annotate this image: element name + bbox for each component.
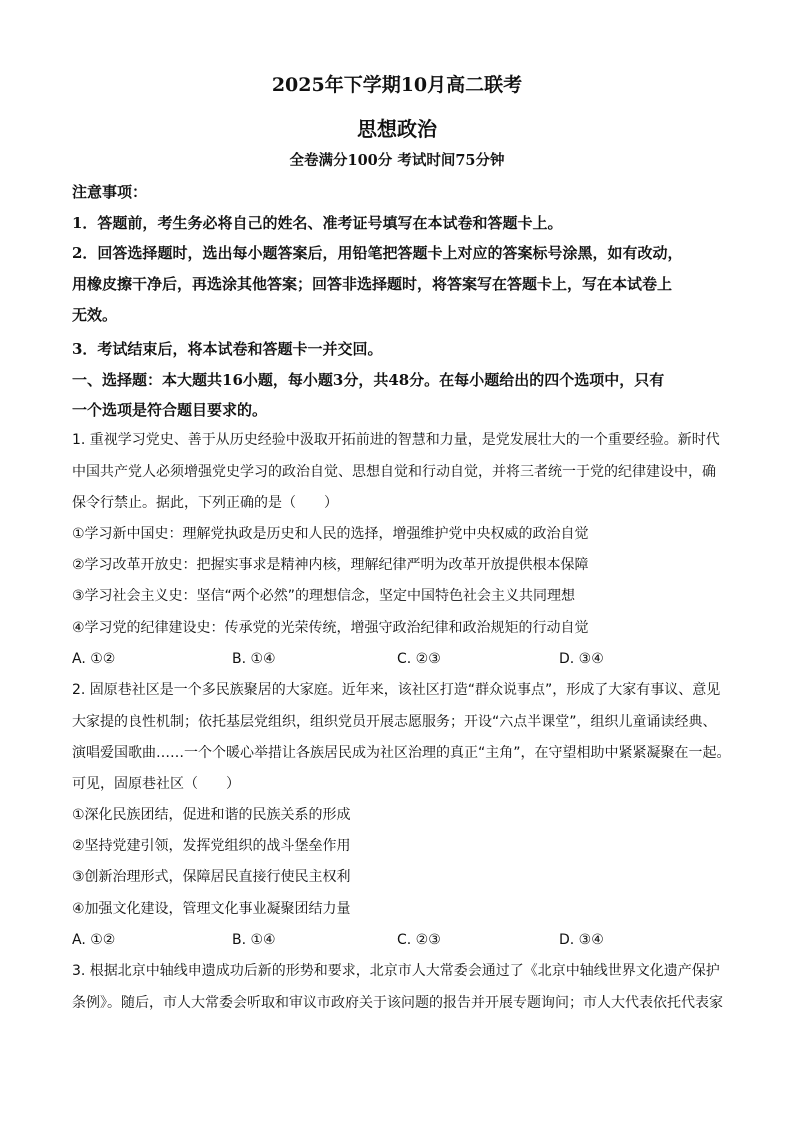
q2-option-b: B. ①④ xyxy=(232,932,276,948)
exam-title: 2025年下学期10月高二联考 xyxy=(271,74,523,96)
q2-stem-line-4: 可见，固原巷社区（ ） xyxy=(72,776,240,792)
notice-item-1: 1．答题前，考生务必将自己的姓名、准考证号填写在本试卷和答题卡上。 xyxy=(72,214,563,232)
q2-statement-1: ①深化民族团结，促进和谐的民族关系的形成 xyxy=(72,807,351,823)
q1-stem-line-1: 1. 重视学习党史、善于从历史经验中汲取开拓前进的智慧和力量，是党发展壮大的一个重要经验。新时代 xyxy=(72,432,720,448)
section-heading-line-2: 一个选项是符合题目要求的。 xyxy=(72,401,268,419)
q2-stem-line-3: 演唱爱国歌曲……一个个暖心举措让各族居民成为社区治理的真正“主角”，在守望相助中紧紧凝聚在一起。 xyxy=(72,745,731,761)
notice-item-3: 3．考试结束后，将本试卷和答题卡一并交回。 xyxy=(72,340,383,358)
q2-stem-line-1: 2. 固原巷社区是一个多民族聚居的大家庭。近年来，该社区打造“群众说事点”，形成了大家有事议、意见 xyxy=(72,682,721,698)
q2-options xyxy=(72,930,732,950)
q1-statement-1: ①学习新中国史：理解党执政是历史和人民的选择，增强维护党中央权威的政治自觉 xyxy=(72,526,589,542)
q3-stem-line-1: 3. 根据北京中轴线申遗成功后新的形势和要求，北京市人大常委会通过了《北京中轴线世界文化遗产保护 xyxy=(72,963,720,979)
q1-option-c: C. ②③ xyxy=(397,651,441,667)
q1-option-a: A. ①② xyxy=(72,651,116,667)
q1-statement-2: ②学习改革开放史：把握实事求是精神内核，理解纪律严明为改革开放提供根本保障 xyxy=(72,557,589,573)
q3-stem-line-2: 条例》。随后，市人大常委会听取和审议市政府关于该问题的报告并开展专题询问；市人大代表依托代表家 xyxy=(72,995,723,1011)
notice-item-2-line-3: 无效。 xyxy=(72,306,118,324)
q2-stem-line-2: 大家提的良性机制；依托基层党组织，组织党员开展志愿服务；开设“六点半课堂”，组织儿童诵读经典、 xyxy=(72,714,717,730)
q1-stem-line-2: 中国共产党人必须增强党史学习的政治自觉、思想自觉和行动自觉，并将三者统一于党的纪律建设中，确 xyxy=(72,464,716,480)
q2-statement-3: ③创新治理形式，保障居民直接行使民主权利 xyxy=(72,869,351,885)
q2-statement-4: ④加强文化建设，管理文化事业凝聚团结力量 xyxy=(72,901,351,917)
exam-info: 全卷满分100分 考试时间75分钟 xyxy=(289,152,505,169)
q2-statement-2: ②坚持党建引领，发挥党组织的战斗堡垒作用 xyxy=(72,838,351,854)
notice-item-2-line-1: 2．回答选择题时，选出每小题答案后，用铅笔把答题卡上对应的答案标号涂黑，如有改动， xyxy=(72,244,683,262)
q1-statement-4: ④学习党的纪律建设史：传承党的光荣传统，增强守政治纪律和政治规矩的行动自觉 xyxy=(72,620,589,636)
q2-option-c: C. ②③ xyxy=(397,932,441,948)
q1-statement-3: ③学习社会主义史：坚信“两个必然”的理想信念，坚定中国特色社会主义共同理想 xyxy=(72,588,576,604)
q1-option-d: D. ③④ xyxy=(559,651,604,667)
q2-option-a: A. ①② xyxy=(72,932,116,948)
q2-option-d: D. ③④ xyxy=(559,932,604,948)
notice-item-2-line-2: 用橡皮擦干净后，再选涂其他答案；回答非选择题时，将答案写在答题卡上，写在本试卷上 xyxy=(72,275,673,293)
subject-title: 思想政治 xyxy=(357,117,437,141)
notice-heading: 注意事项： xyxy=(72,183,148,201)
q1-stem-line-3: 保令行禁止。据此，下列正确的是（ ） xyxy=(72,495,338,511)
q1-options xyxy=(72,649,732,669)
q1-option-b: B. ①④ xyxy=(232,651,276,667)
section-heading-line-1: 一、选择题：本大题共16小题，每小题3分，共48分。在每小题给出的四个选项中，只有 xyxy=(72,371,665,389)
